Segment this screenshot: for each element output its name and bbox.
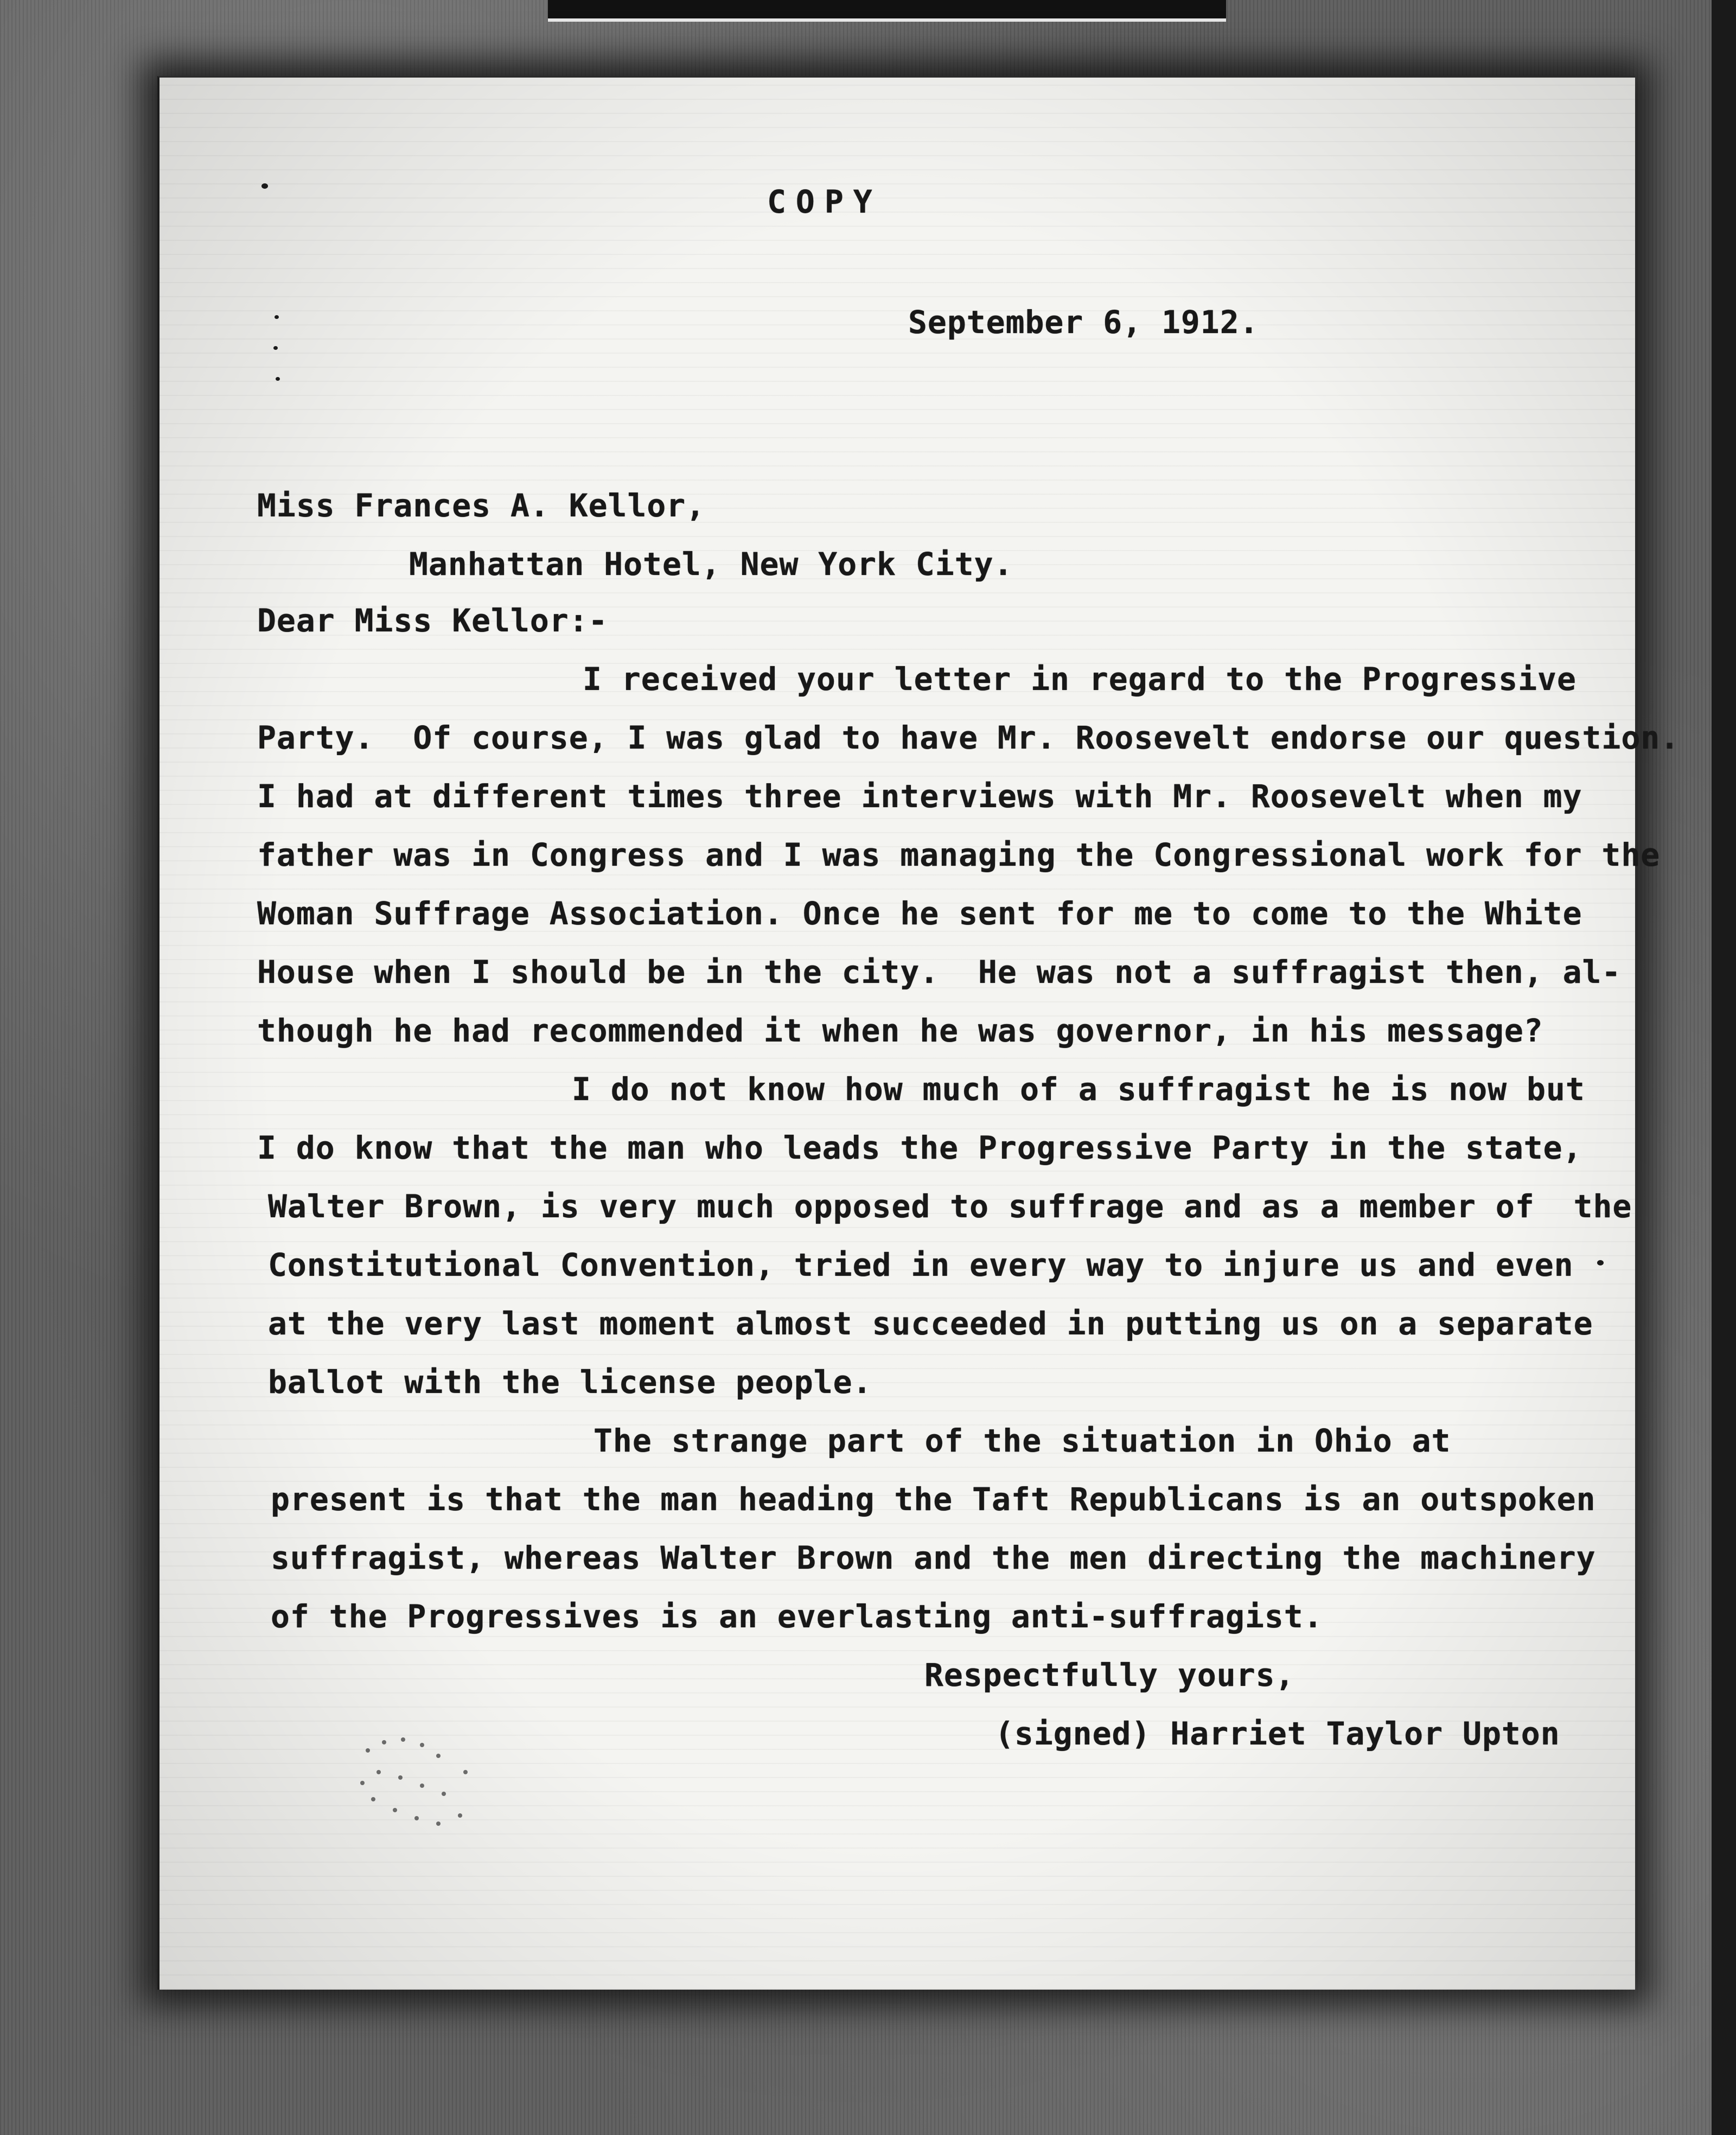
body-line: father was in Congress and I was managing the Congressional work for the <box>257 836 1661 873</box>
margin-speck <box>273 346 278 350</box>
body-line: though he had recommended it when he was governor, in his message? <box>257 1012 1543 1049</box>
body-line: House when I should be in the city. He was not a suffragist then, al- <box>257 954 1622 990</box>
recipient-name: Miss Frances A. Kellor, <box>257 487 706 524</box>
body-line: I do know that the man who leads the Progressive Party in the state, <box>257 1129 1582 1166</box>
faint-stamp-mark <box>355 1732 485 1835</box>
signature: (signed) Harriet Taylor Upton <box>995 1715 1560 1752</box>
margin-speck <box>261 183 268 189</box>
body-line: I had at different times three interviews with Mr. Roosevelt when my <box>257 778 1582 815</box>
body-line: Constitutional Convention, tried in every way to injure us and even <box>268 1247 1574 1283</box>
body-line: suffragist, whereas Walter Brown and the men directing the machinery <box>271 1539 1596 1576</box>
margin-speck <box>275 315 279 319</box>
letter-page <box>157 76 1680 1990</box>
margin-speck <box>276 377 280 381</box>
body-line: Woman Suffrage Association. Once he sent for me to come to the White <box>257 895 1582 932</box>
body-line: of the Progressives is an everlasting anti-suffragist. <box>271 1598 1323 1635</box>
body-line: ballot with the license people. <box>268 1364 872 1401</box>
margin-speck <box>1597 1260 1604 1265</box>
document-heading: COPY <box>767 183 882 220</box>
body-line: Walter Brown, is very much opposed to suffrage and as a member of the <box>268 1188 1632 1225</box>
body-line: at the very last moment almost succeeded in putting us on a separate <box>268 1305 1593 1342</box>
salutation: Dear Miss Kellor:- <box>257 602 608 639</box>
recipient-address: Manhattan Hotel, New York City. <box>409 546 1013 583</box>
scanner-right-edge <box>1712 0 1736 2135</box>
closing: Respectfully yours, <box>924 1657 1295 1693</box>
body-line: I do not know how much of a suffragist he is now but <box>572 1071 1585 1108</box>
body-line: Party. Of course, I was glad to have Mr. Roosevelt endorse our question. <box>257 719 1680 756</box>
scanner-top-edge <box>548 0 1226 22</box>
body-line: present is that the man heading the Taft Republicans is an outspoken <box>271 1481 1596 1518</box>
body-line: I received your letter in regard to the Progressive <box>583 661 1577 698</box>
letter-date: September 6, 1912. <box>908 304 1259 341</box>
body-line: The strange part of the situation in Ohio at <box>593 1422 1451 1459</box>
